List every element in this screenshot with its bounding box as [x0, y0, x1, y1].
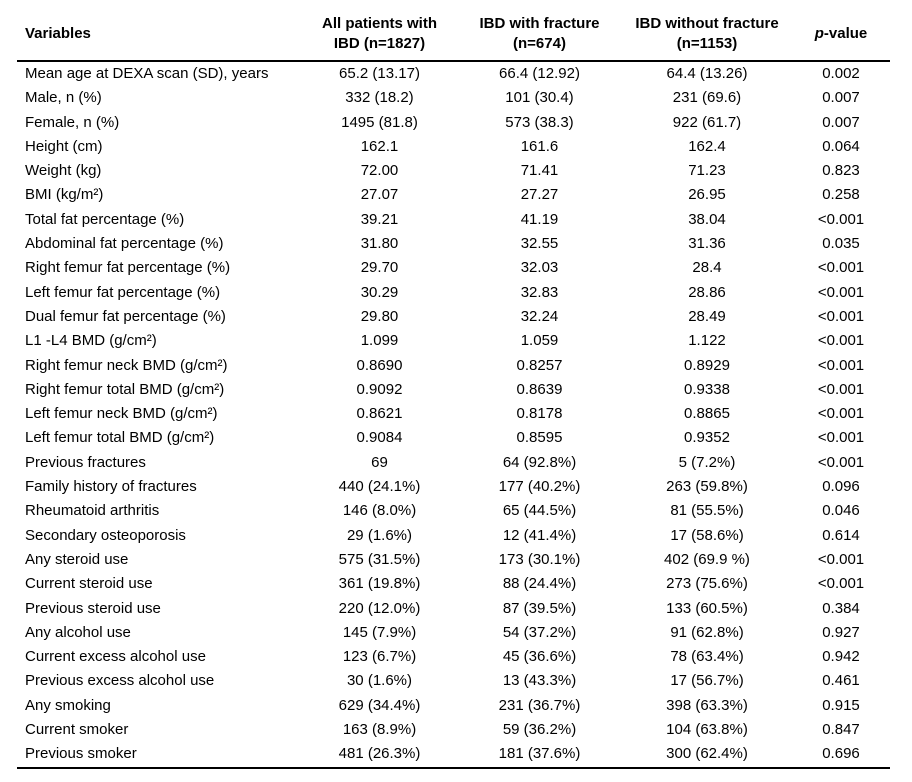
cell-with-fracture: 66.4 (12.92): [499, 65, 580, 82]
cell-p-value: 0.064: [822, 137, 860, 155]
cell-without-fracture: 28.49: [688, 307, 726, 325]
table-row: [17, 548, 890, 572]
header-with-fracture-line2: (n=674): [513, 34, 566, 52]
header-without-fracture-line2: (n=1153): [676, 34, 738, 52]
cell-with-fracture: 231 (36.7%): [498, 696, 581, 714]
cell-with-fracture: 54 (37.2%): [502, 623, 577, 641]
cell-p-value: 0.927: [822, 623, 860, 641]
cell-without-fracture: 64.4 (13.26): [666, 65, 748, 82]
cell-all-ibd: 220 (12.0%): [338, 599, 421, 617]
cell-variable: Right femur neck BMD (g/cm²): [25, 356, 228, 374]
table-row: [17, 135, 890, 159]
table-row: [17, 329, 890, 353]
cell-without-fracture: 28.4: [692, 259, 722, 277]
cell-with-fracture: 59 (36.2%): [502, 721, 577, 739]
cell-p-value: 0.696: [792, 742, 890, 767]
cell-with-fracture: 88 (24.4%): [502, 575, 577, 593]
cell-all-ibd: 0.8621: [356, 405, 403, 423]
cell-variable: Height (cm): [25, 137, 103, 155]
cell-all-ibd: 481 (26.3%): [302, 742, 457, 767]
cell-without-fracture: 104 (63.8%): [666, 721, 748, 739]
cell-p-value: <0.001: [817, 453, 865, 471]
cell-with-fracture: 12 (41.4%): [502, 526, 577, 544]
cell-p-value: <0.001: [817, 356, 865, 374]
header-all-ibd-line2: IBD (n=1827): [333, 34, 426, 52]
cell-p-value: 0.046: [822, 502, 860, 520]
cell-with-fracture: 0.8639: [516, 380, 563, 398]
cell-p-value: <0.001: [817, 405, 865, 423]
cell-all-ibd: 29 (1.6%): [346, 526, 413, 544]
cell-without-fracture: 38.04: [688, 210, 726, 228]
cell-all-ibd: 629 (34.4%): [338, 696, 421, 714]
cell-p-value: 0.096: [822, 478, 860, 496]
cell-p-value: 0.007: [822, 113, 860, 131]
cell-with-fracture: 41.19: [520, 210, 559, 228]
table-row: [17, 281, 890, 305]
cell-variable: Secondary osteoporosis: [25, 526, 186, 544]
cell-all-ibd: 332 (18.2): [345, 89, 414, 107]
table-row: [17, 451, 890, 475]
cell-all-ibd: 30.29: [360, 283, 399, 301]
cell-all-ibd: 31.80: [360, 235, 399, 253]
cell-p-value: 0.461: [822, 672, 860, 690]
cell-variable: Previous steroid use: [25, 599, 161, 617]
cell-variable: Right femur total BMD (g/cm²): [25, 380, 225, 398]
table-row: [17, 305, 890, 329]
table-row: [17, 426, 890, 450]
cell-p-value: 0.915: [822, 696, 860, 714]
cell-without-fracture: 300 (62.4%): [622, 742, 792, 767]
cell-p-value: <0.001: [817, 283, 865, 301]
cell-without-fracture: 31.36: [688, 235, 726, 253]
table-row: [17, 159, 890, 183]
table-row: [17, 183, 890, 207]
cell-variable: Rheumatoid arthritis: [25, 502, 160, 520]
cell-all-ibd: 1495 (81.8): [341, 113, 418, 131]
header-with-fracture: [457, 10, 622, 61]
header-all-ibd: [302, 10, 457, 61]
cell-with-fracture: 0.8595: [516, 429, 563, 447]
cell-all-ibd: 69: [371, 453, 388, 471]
cell-with-fracture: 87 (39.5%): [502, 599, 577, 617]
table-row: [17, 718, 890, 742]
table-row: [17, 111, 890, 135]
cell-p-value: 0.002: [822, 65, 860, 82]
cell-with-fracture: 32.83: [520, 283, 559, 301]
cell-with-fracture: 71.41: [520, 162, 559, 180]
table-row: [17, 742, 890, 767]
header-without-fracture: [622, 10, 792, 61]
cell-all-ibd: 29.70: [360, 259, 399, 277]
table-row: [17, 354, 890, 378]
cell-without-fracture: 5 (7.2%): [678, 453, 736, 471]
cell-p-value: <0.001: [817, 550, 865, 568]
cell-p-value: 0.384: [822, 599, 860, 617]
cell-all-ibd: 39.21: [360, 210, 399, 228]
cell-variable: Mean age at DEXA scan (SD), years: [25, 65, 269, 82]
cell-with-fracture: 32.24: [520, 307, 559, 325]
cell-p-value: <0.001: [817, 429, 865, 447]
cell-all-ibd: 123 (6.7%): [342, 648, 417, 666]
cell-with-fracture: 181 (37.6%): [457, 742, 622, 767]
cell-without-fracture: 71.23: [688, 162, 726, 180]
cell-with-fracture: 1.059: [520, 332, 559, 350]
cell-without-fracture: 273 (75.6%): [666, 575, 748, 593]
cell-variable: Previous smoker: [17, 742, 302, 767]
cell-all-ibd: 361 (19.8%): [338, 575, 421, 593]
header-p-value: [792, 10, 890, 61]
cell-with-fracture: 65 (44.5%): [502, 502, 577, 520]
cell-without-fracture: 78 (63.4%): [670, 648, 744, 666]
cell-all-ibd: 0.9092: [356, 380, 403, 398]
cell-without-fracture: 263 (59.8%): [666, 478, 748, 496]
cell-all-ibd: 162.1: [360, 137, 399, 155]
table-header: [17, 10, 890, 61]
table-row: [17, 524, 890, 548]
cell-without-fracture: 0.9338: [684, 380, 730, 398]
cell-without-fracture: 133 (60.5%): [666, 599, 748, 617]
cell-all-ibd: 145 (7.9%): [342, 623, 417, 641]
header-with-fracture-line1: IBD with fracture: [479, 14, 600, 32]
cell-with-fracture: 27.27: [520, 186, 559, 204]
cell-without-fracture: 398 (63.3%): [666, 696, 748, 714]
table-body: [17, 61, 890, 768]
cell-variable: Total fat percentage (%): [25, 210, 185, 228]
cell-variable: Current excess alcohol use: [25, 648, 206, 666]
table-row: [17, 61, 890, 86]
header-without-fracture-line1: IBD without fracture: [635, 14, 779, 32]
cell-all-ibd: 30 (1.6%): [346, 672, 413, 690]
cell-with-fracture: 573 (38.3): [505, 113, 574, 131]
patient-characteristics-table: [17, 10, 890, 769]
cell-without-fracture: 26.95: [688, 186, 726, 204]
cell-p-value: <0.001: [817, 380, 865, 398]
cell-p-value: 0.847: [822, 721, 860, 739]
cell-all-ibd: 163 (8.9%): [342, 721, 417, 739]
cell-variable: Previous fractures: [25, 453, 146, 471]
table-row: [17, 402, 890, 426]
cell-all-ibd: 146 (8.0%): [342, 502, 417, 520]
cell-p-value: 0.007: [822, 89, 860, 107]
cell-with-fracture: 101 (30.4): [505, 89, 574, 107]
cell-with-fracture: 32.55: [520, 235, 559, 253]
cell-variable: Previous excess alcohol use: [25, 672, 215, 690]
cell-with-fracture: 0.8178: [516, 405, 563, 423]
cell-without-fracture: 0.8929: [684, 356, 730, 374]
table-row: [17, 669, 890, 693]
cell-p-value: 0.035: [822, 235, 860, 253]
cell-without-fracture: 17 (56.7%): [670, 672, 744, 690]
cell-without-fracture: 17 (58.6%): [670, 526, 744, 544]
cell-all-ibd: 27.07: [360, 186, 399, 204]
cell-without-fracture: 0.8865: [684, 405, 730, 423]
table-row: [17, 572, 890, 596]
cell-variable: Left femur total BMD (g/cm²): [25, 429, 215, 447]
header-variables-label: Variables: [25, 24, 91, 42]
cell-with-fracture: 45 (36.6%): [502, 648, 577, 666]
cell-variable: L1 -L4 BMD (g/cm²): [25, 332, 157, 350]
header-all-ibd-line1: All patients with: [321, 14, 437, 32]
cell-variable: Family history of fractures: [25, 478, 197, 496]
cell-variable: Male, n (%): [25, 89, 102, 107]
cell-variable: Abdominal fat percentage (%): [25, 235, 224, 253]
cell-without-fracture: 162.4: [688, 137, 726, 155]
cell-without-fracture: 91 (62.8%): [670, 623, 744, 641]
cell-p-value: 0.258: [822, 186, 860, 204]
cell-with-fracture: 177 (40.2%): [498, 478, 581, 496]
cell-variable: Weight (kg): [25, 162, 102, 180]
table-row: [17, 86, 890, 110]
table-row: [17, 232, 890, 256]
cell-without-fracture: 28.86: [688, 283, 726, 301]
table-row: [17, 378, 890, 402]
cell-without-fracture: 402 (69.9 %): [664, 550, 750, 568]
cell-variable: Any alcohol use: [25, 623, 131, 641]
cell-p-value: <0.001: [817, 332, 865, 350]
cell-variable: Left femur fat percentage (%): [25, 283, 221, 301]
cell-with-fracture: 32.03: [520, 259, 559, 277]
table-row: [17, 499, 890, 523]
table-row: [17, 256, 890, 280]
cell-all-ibd: 440 (24.1%): [338, 478, 421, 496]
cell-all-ibd: 0.9084: [356, 429, 403, 447]
table-row: [17, 208, 890, 232]
cell-variable: Female, n (%): [25, 113, 120, 131]
cell-p-value: 0.942: [822, 648, 860, 666]
cell-with-fracture: 64 (92.8%): [502, 453, 577, 471]
cell-without-fracture: 0.9352: [684, 429, 730, 447]
cell-variable: Current smoker: [25, 721, 129, 739]
cell-with-fracture: 0.8257: [516, 356, 563, 374]
cell-with-fracture: 161.6: [520, 137, 559, 155]
cell-variable: Dual femur fat percentage (%): [25, 307, 226, 325]
cell-all-ibd: 72.00: [360, 162, 399, 180]
cell-without-fracture: 1.122: [688, 332, 726, 350]
table-row: [17, 621, 890, 645]
cell-variable: Current steroid use: [25, 575, 153, 593]
cell-all-ibd: 65.2 (13.17): [339, 65, 420, 82]
cell-p-value: <0.001: [817, 259, 865, 277]
cell-variable: Any steroid use: [25, 550, 129, 568]
table-row: [17, 475, 890, 499]
cell-without-fracture: 81 (55.5%): [670, 502, 744, 520]
cell-without-fracture: 922 (61.7): [672, 113, 742, 131]
header-row: [17, 10, 890, 61]
header-variables: [17, 10, 302, 61]
cell-all-ibd: 575 (31.5%): [338, 550, 421, 568]
table-row: [17, 597, 890, 621]
cell-all-ibd: 1.099: [360, 332, 399, 350]
cell-p-value: <0.001: [817, 210, 865, 228]
cell-without-fracture: 231 (69.6): [672, 89, 742, 107]
cell-with-fracture: 13 (43.3%): [502, 672, 577, 690]
cell-variable: BMI (kg/m²): [25, 186, 104, 204]
cell-with-fracture: 173 (30.1%): [498, 550, 581, 568]
table-row: [17, 694, 890, 718]
header-p-value-rest: -value: [823, 25, 868, 42]
cell-variable: Left femur neck BMD (g/cm²): [25, 405, 218, 423]
table-row: [17, 645, 890, 669]
cell-all-ibd: 29.80: [360, 307, 399, 325]
cell-p-value: <0.001: [817, 575, 865, 593]
cell-p-value: 0.823: [822, 162, 860, 180]
header-p-value-italic: p: [814, 25, 824, 42]
cell-variable: Right femur fat percentage (%): [25, 259, 231, 277]
cell-p-value: 0.614: [822, 526, 860, 544]
cell-all-ibd: 0.8690: [356, 356, 403, 374]
cell-variable: Any smoking: [25, 696, 111, 714]
cell-p-value: <0.001: [817, 307, 865, 325]
